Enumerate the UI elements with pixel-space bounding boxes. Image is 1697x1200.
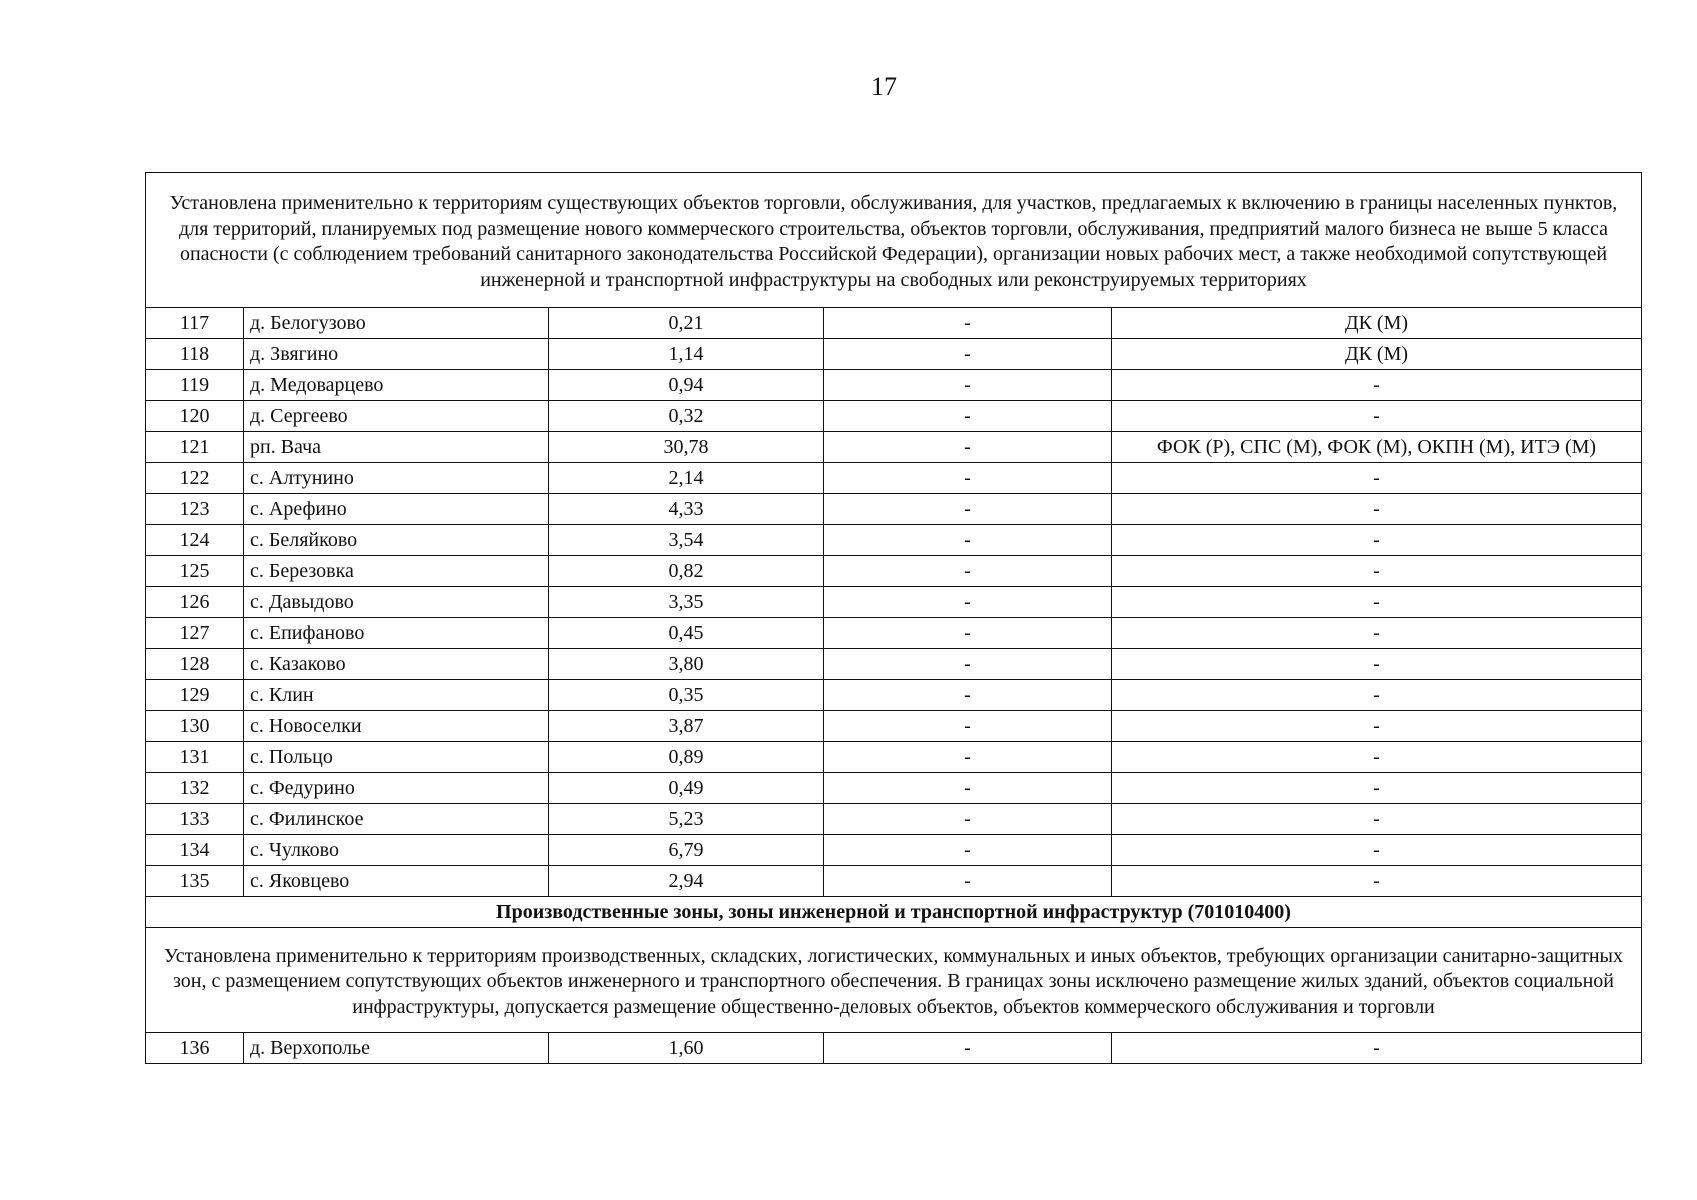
settlement-name: с. Новоселки [244, 711, 549, 742]
column-4-value: - [824, 835, 1112, 866]
column-4-value: - [824, 711, 1112, 742]
column-4-value: - [824, 432, 1112, 463]
planned-objects: - [1112, 525, 1642, 556]
area-value: 3,35 [549, 587, 824, 618]
planned-objects: - [1112, 804, 1642, 835]
planned-objects: - [1112, 649, 1642, 680]
planned-objects: - [1112, 587, 1642, 618]
planned-objects: - [1112, 1033, 1642, 1064]
table-row [146, 649, 1642, 680]
table-row [146, 742, 1642, 773]
column-4-value: - [824, 370, 1112, 401]
area-value: 3,80 [549, 649, 824, 680]
area-value: 1,60 [549, 1033, 824, 1064]
settlement-name: с. Беляйково [244, 525, 549, 556]
table-row [146, 866, 1642, 897]
area-value: 0,35 [549, 680, 824, 711]
planned-objects: - [1112, 680, 1642, 711]
column-4-value: - [824, 463, 1112, 494]
settlement-name: с. Казаково [244, 649, 549, 680]
section-description: Установлена применительно к территориям производственных, складских, логистических, коммунальных и иных объектов, требующих организации санитарно-защитных зон, с размещением сопутствующих объектов инженерного и транспортного обеспечения. В границах зоны исключено размещение жилых зданий, объектов социальной инфраструктуры, допускается размещение общественно-деловых объектов, объектов коммерческого обслуживания и торговли [146, 928, 1642, 1033]
table-row [146, 773, 1642, 804]
column-4-value: - [824, 556, 1112, 587]
area-value: 6,79 [549, 835, 824, 866]
settlement-name: с. Березовка [244, 556, 549, 587]
row-number: 122 [146, 463, 244, 494]
area-value: 0,94 [549, 370, 824, 401]
table-row [146, 1033, 1642, 1064]
row-number: 121 [146, 432, 244, 463]
settlement-name: д. Сергеево [244, 401, 549, 432]
planned-objects: - [1112, 866, 1642, 897]
planned-objects: - [1112, 835, 1642, 866]
row-number: 127 [146, 618, 244, 649]
column-4-value: - [824, 308, 1112, 339]
planned-objects: - [1112, 618, 1642, 649]
area-value: 5,23 [549, 804, 824, 835]
column-4-value: - [824, 680, 1112, 711]
table-row [146, 711, 1642, 742]
settlement-name: с. Филинское [244, 804, 549, 835]
intro-description-row [146, 173, 1642, 308]
row-number: 117 [146, 308, 244, 339]
settlement-name: д. Звягино [244, 339, 549, 370]
page-number: 17 [871, 72, 897, 101]
area-value: 3,87 [549, 711, 824, 742]
settlement-name: с. Федурино [244, 773, 549, 804]
table-row [146, 618, 1642, 649]
row-number: 123 [146, 494, 244, 525]
table-row [146, 401, 1642, 432]
row-number: 126 [146, 587, 244, 618]
settlement-name: с. Клин [244, 680, 549, 711]
settlement-name: с. Алтунино [244, 463, 549, 494]
table-row [146, 587, 1642, 618]
table-row [146, 556, 1642, 587]
area-value: 1,14 [549, 339, 824, 370]
column-4-value: - [824, 401, 1112, 432]
column-4-value: - [824, 649, 1112, 680]
settlement-name: д. Медоварцево [244, 370, 549, 401]
area-value: 3,54 [549, 525, 824, 556]
settlement-name: с. Арефино [244, 494, 549, 525]
planned-objects: - [1112, 370, 1642, 401]
area-value: 4,33 [549, 494, 824, 525]
planned-objects: ФОК (Р), СПС (М), ФОК (М), ОКПН (М), ИТЭ (М) [1112, 432, 1642, 463]
row-number: 118 [146, 339, 244, 370]
planned-objects: ДК (М) [1112, 339, 1642, 370]
row-number: 124 [146, 525, 244, 556]
row-number: 130 [146, 711, 244, 742]
column-4-value: - [824, 773, 1112, 804]
planned-objects: - [1112, 742, 1642, 773]
settlement-name: с. Давыдово [244, 587, 549, 618]
table-row [146, 463, 1642, 494]
section-description-row [146, 928, 1642, 1033]
row-number: 133 [146, 804, 244, 835]
row-number: 134 [146, 835, 244, 866]
settlement-name: с. Яковцево [244, 866, 549, 897]
planned-objects: - [1112, 494, 1642, 525]
planned-objects: - [1112, 773, 1642, 804]
column-4-value: - [824, 587, 1112, 618]
settlement-name: с. Чулково [244, 835, 549, 866]
column-4-value: - [824, 339, 1112, 370]
table-row [146, 370, 1642, 401]
section-header-row [146, 897, 1642, 928]
row-number: 120 [146, 401, 244, 432]
table-row [146, 339, 1642, 370]
area-value: 0,89 [549, 742, 824, 773]
row-number: 119 [146, 370, 244, 401]
area-value: 2,14 [549, 463, 824, 494]
area-value: 2,94 [549, 866, 824, 897]
column-4-value: - [824, 804, 1112, 835]
area-value: 0,21 [549, 308, 824, 339]
settlement-name: д. Верхополье [244, 1033, 549, 1064]
table-row [146, 525, 1642, 556]
column-4-value: - [824, 494, 1112, 525]
settlement-name: рп. Вача [244, 432, 549, 463]
column-4-value: - [824, 1033, 1112, 1064]
column-4-value: - [824, 742, 1112, 773]
area-value: 0,82 [549, 556, 824, 587]
row-number: 136 [146, 1033, 244, 1064]
table-row [146, 835, 1642, 866]
table-row [146, 494, 1642, 525]
area-value: 30,78 [549, 432, 824, 463]
area-value: 0,49 [549, 773, 824, 804]
row-number: 132 [146, 773, 244, 804]
table-row [146, 804, 1642, 835]
planned-objects: - [1112, 401, 1642, 432]
column-4-value: - [824, 618, 1112, 649]
area-value: 0,45 [549, 618, 824, 649]
column-4-value: - [824, 525, 1112, 556]
zones-table [145, 172, 1642, 1064]
settlement-name: с. Епифаново [244, 618, 549, 649]
table-row [146, 308, 1642, 339]
planned-objects: - [1112, 556, 1642, 587]
section-title: Производственные зоны, зоны инженерной и транспортной инфраструктур (701010400) [146, 897, 1642, 928]
column-4-value: - [824, 866, 1112, 897]
row-number: 135 [146, 866, 244, 897]
planned-objects: - [1112, 711, 1642, 742]
planned-objects: ДК (М) [1112, 308, 1642, 339]
planned-objects: - [1112, 463, 1642, 494]
settlement-name: с. Польцо [244, 742, 549, 773]
table-row [146, 432, 1642, 463]
area-value: 0,32 [549, 401, 824, 432]
settlement-name: д. Белогузово [244, 308, 549, 339]
row-number: 129 [146, 680, 244, 711]
intro-description: Установлена применительно к территориям существующих объектов торговли, обслуживания, для участков, предлагаемых к включению в границы населенных пунктов, для территорий, планируемых под размещение нового коммерческого строительства, объектов торговли, обслуживания, предприятий малого бизнеса не выше 5 класса опасности (с соблюдением требований санитарного законодательства Российской Федерации), организации новых рабочих мест, а также необходимой сопутствующей инженерной и транспортной инфраструктуры на свободных или реконструируемых территориях [146, 173, 1642, 308]
row-number: 125 [146, 556, 244, 587]
table-row [146, 680, 1642, 711]
row-number: 131 [146, 742, 244, 773]
row-number: 128 [146, 649, 244, 680]
